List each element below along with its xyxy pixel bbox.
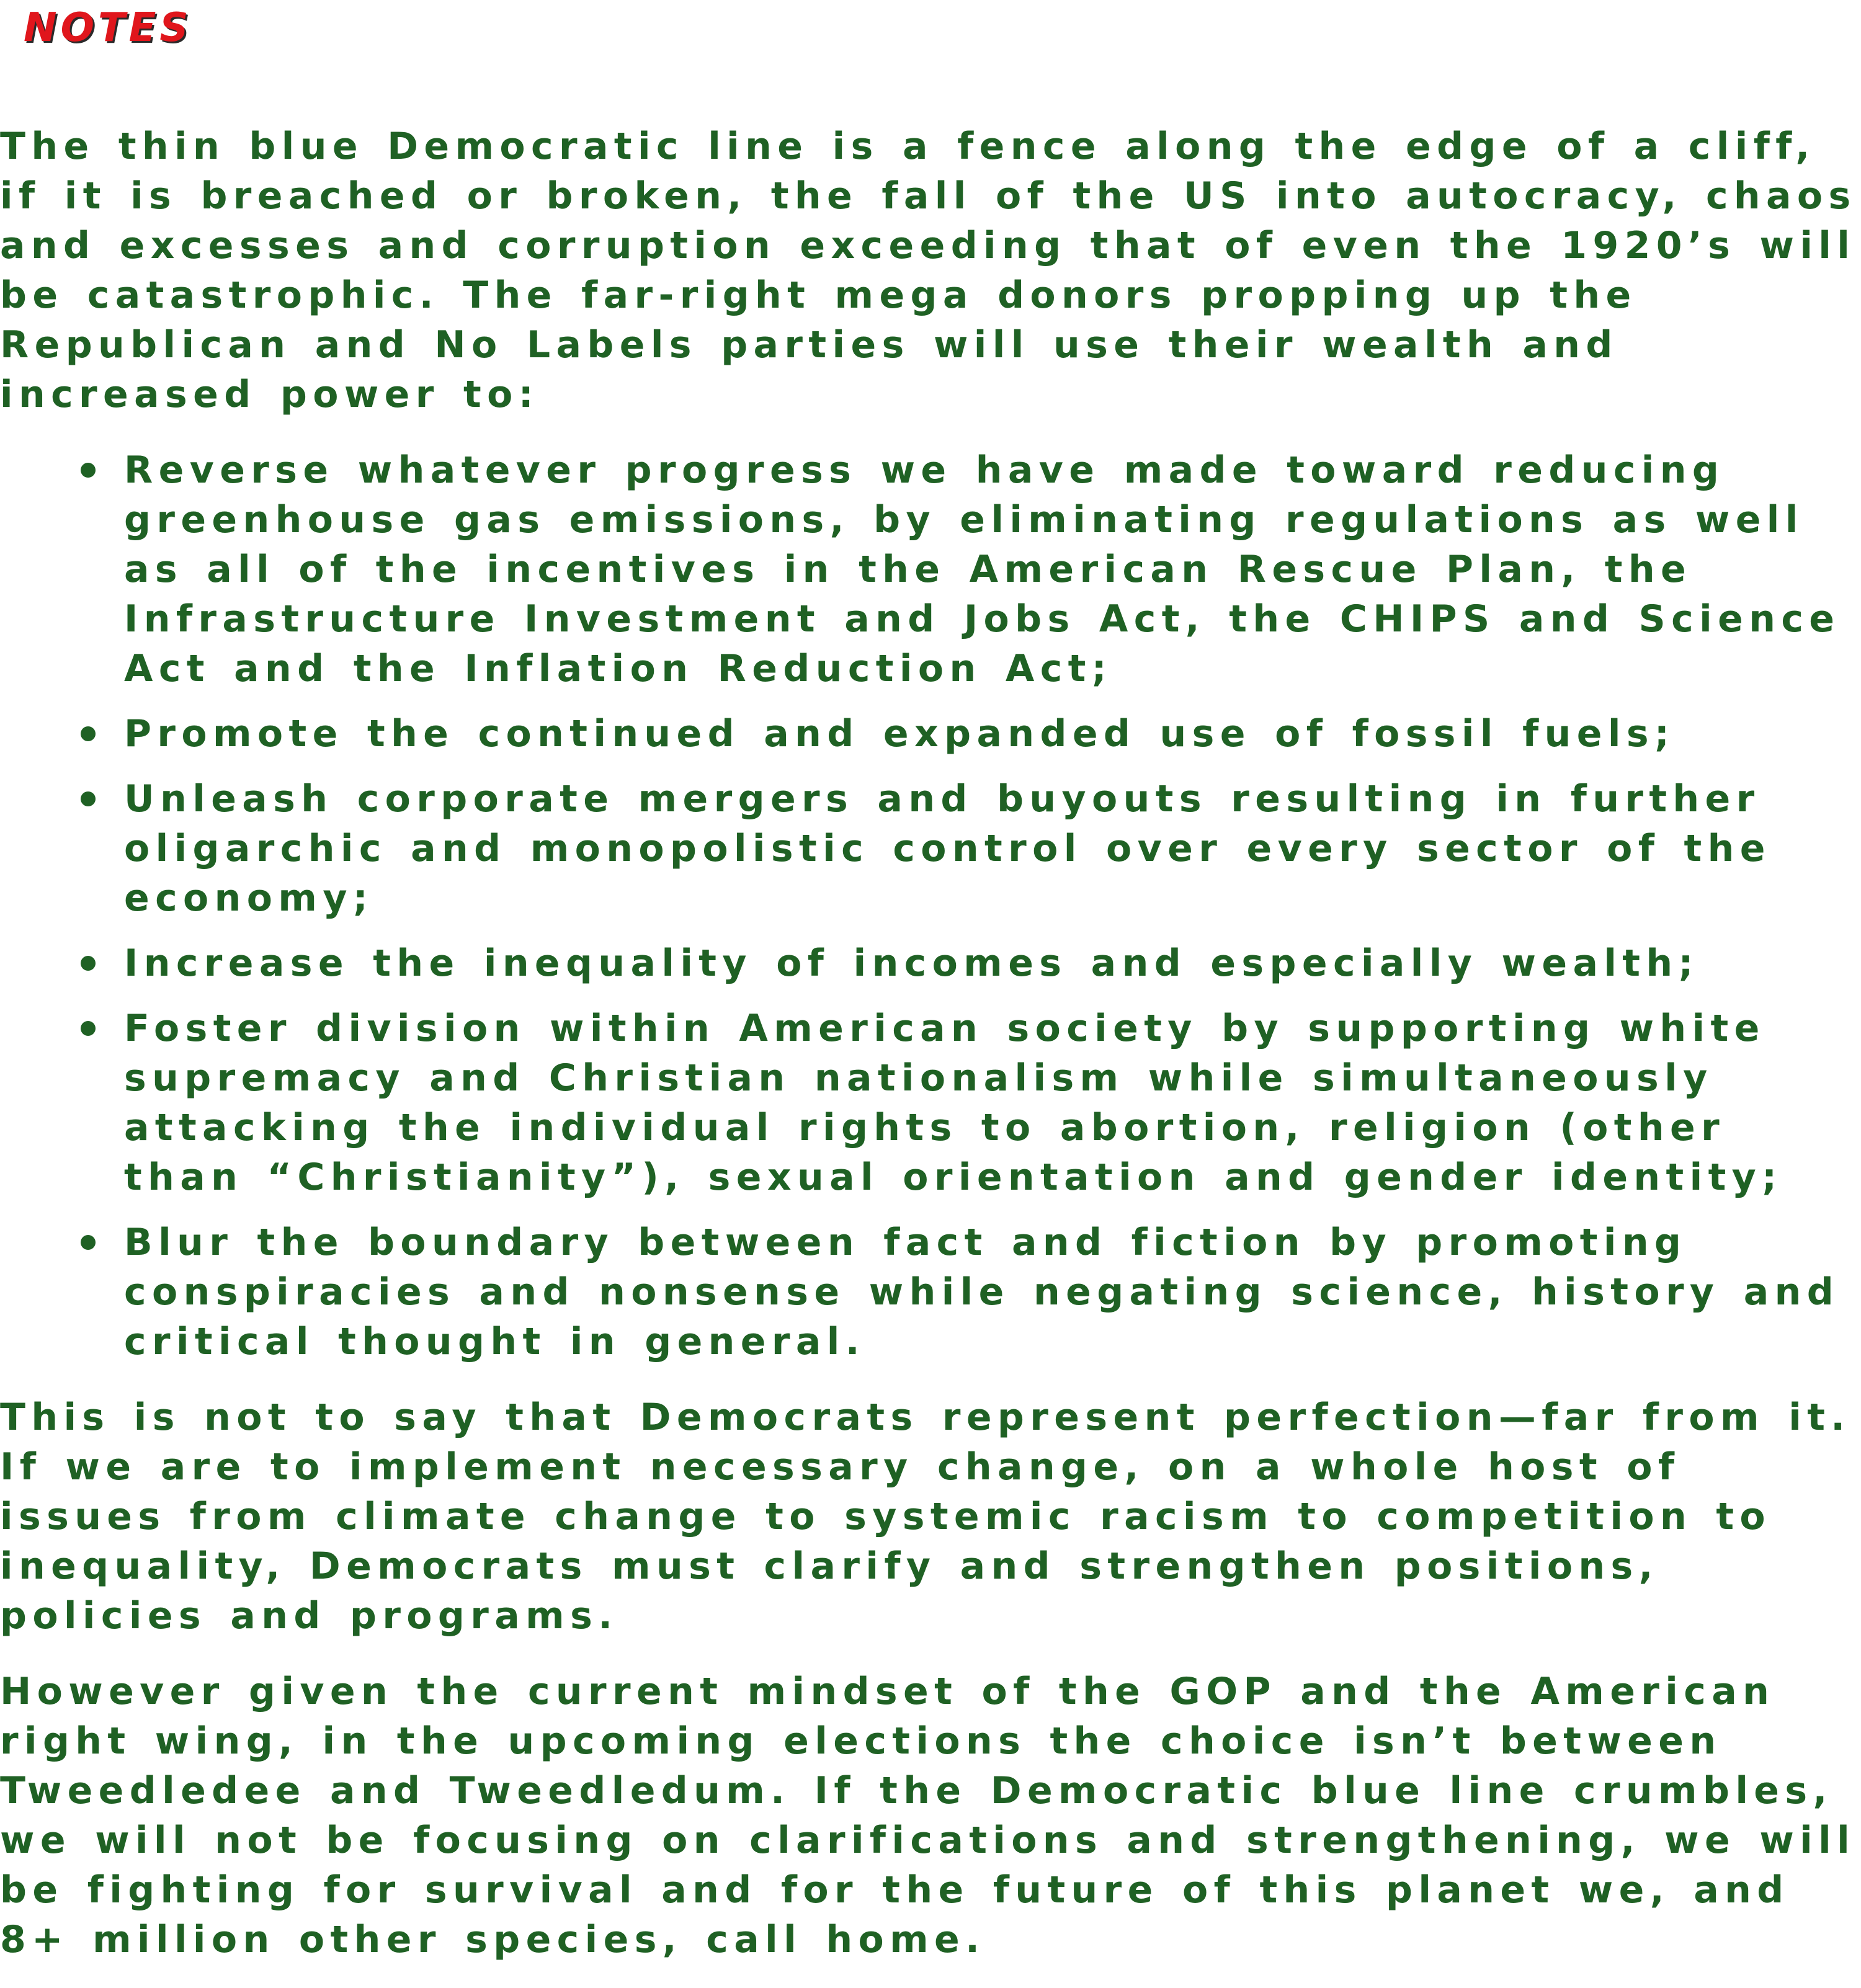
- list-item-text: Promote the continued and expanded use of fossil fuels;: [124, 712, 1676, 756]
- list-item-text: Reverse whatever progress we have made toward reducing greenhouse gas emissions, by eliminating regulations as well as all of the incentives in the American Rescue Plan, the Infrastructure Investment and Jobs Act, the CHIPS and Science Act and the Inflation Reduction Act;: [124, 448, 1841, 690]
- list-item: [124, 1218, 1858, 1366]
- closing-paragraph: However given the current mindset of the GOP and the American right wing, in the upcoming elections the choice isn’t between Tweedledee and Tweedledum. If the Democratic blue line crumbles, we will not be focusing on clarifications and strengthening, we will be fighting for survival and for the future of this planet we, and 8+ million other species, call home.: [0, 1670, 1856, 1961]
- notes-body: [0, 122, 1858, 1964]
- bullet-dot-icon: [81, 791, 96, 806]
- bullet-dot-icon: [81, 1235, 96, 1250]
- list-item: [124, 445, 1858, 693]
- list-item: [124, 709, 1858, 759]
- intro-paragraph: The thin blue Democratic line is a fence along the edge of a cliff, if it is breached or broken, the fall of the US into autocracy, chaos and excesses and corruption exceeding that of even the 1920’s will be catastrophic. The far-right mega donors propping up the Republican and No Labels parties will use their wealth and increased power to:: [0, 125, 1857, 416]
- bullet-dot-icon: [81, 956, 96, 971]
- list-item-text: Increase the inequality of incomes and especially wealth;: [124, 942, 1699, 985]
- bullet-dot-icon: [81, 726, 96, 741]
- list-item: [124, 938, 1858, 988]
- list-item-text: Blur the boundary between fact and fiction by promoting conspiracies and nonsense while negating science, history and critical thought in general.: [124, 1221, 1840, 1363]
- bullet-dot-icon: [81, 463, 96, 478]
- middle-paragraph: This is not to say that Democrats represent perfection—far from it. If we are to implement necessary change, on a whole host of issues from climate change to systemic racism to competition to inequality, Democrats must clarify and strengthen positions, policies and programs.: [0, 1396, 1851, 1638]
- bullet-list: [0, 445, 1858, 1366]
- list-item-text: Unleash corporate mergers and buyouts resulting in further oligarchic and monopolistic control over every sector of the economy;: [124, 777, 1771, 920]
- list-item: [124, 1004, 1858, 1202]
- list-item-text: Foster division within American society by supporting white supremacy and Christian nationalism while simultaneously attacking the individual rights to abortion, religion (other than “Christianity”), sexual orientation and gender identity;: [124, 1007, 1783, 1199]
- bullet-dot-icon: [81, 1021, 96, 1036]
- notes-heading: NOTES: [24, 5, 192, 51]
- list-item: [124, 774, 1858, 923]
